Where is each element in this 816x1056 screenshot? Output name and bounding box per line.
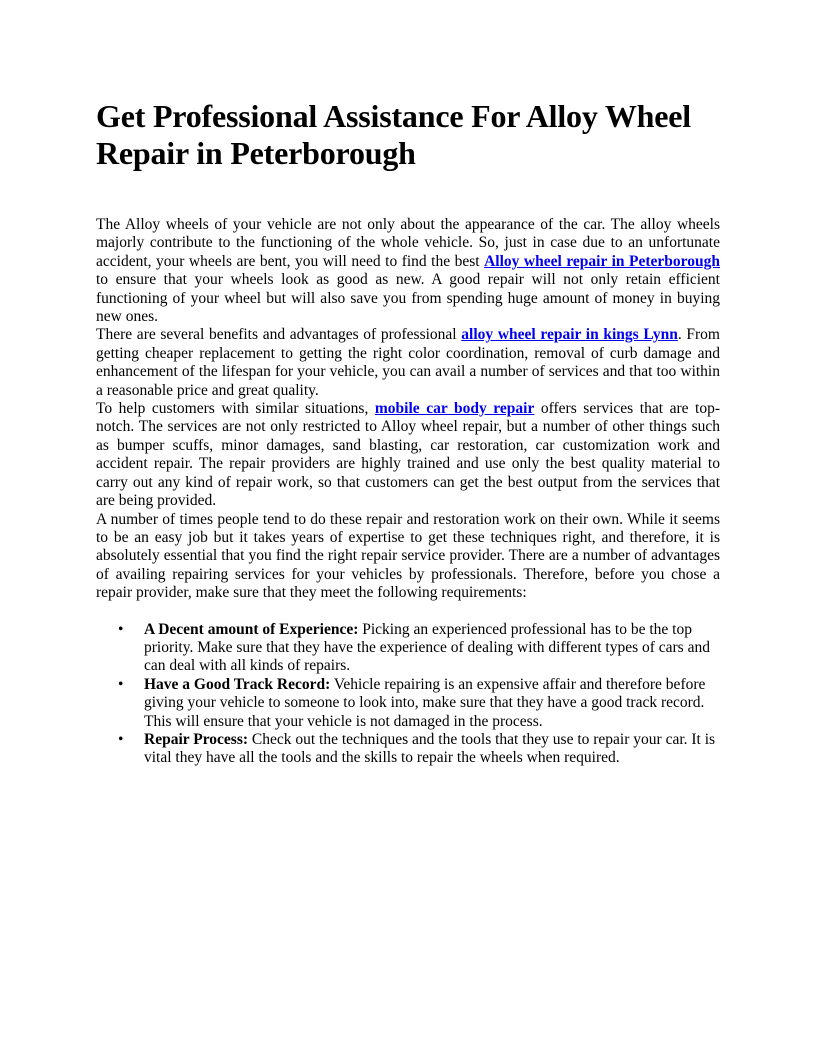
document-page — [96, 98, 720, 768]
requirement-text: Check out the techniques and the tools that they use to repair your car. It is vital they have all the tools and the skills to repair the wheels when required. — [144, 730, 716, 767]
link-alloy-wheel-repair-kings-lynn[interactable]: alloy wheel repair in kings Lynn — [461, 326, 678, 344]
list-item — [96, 676, 720, 731]
bullet-icon: • — [118, 730, 124, 748]
link-alloy-wheel-repair-peterborough[interactable]: Alloy wheel repair in Peterborough — [484, 252, 720, 270]
list-item — [96, 621, 720, 676]
paragraph-text: There are several benefits and advantages of professional — [96, 326, 462, 344]
requirements-list — [96, 621, 720, 768]
requirement-label: A Decent amount of Experience: — [144, 620, 359, 638]
paragraph-services — [96, 400, 720, 510]
link-mobile-car-body-repair[interactable]: mobile car body repair — [374, 400, 535, 418]
list-item — [96, 731, 720, 768]
paragraph-text: offers services that are top-notch. The services are not only restricted to Alloy wheel repair, but a number of other things such as bumper scuffs, minor damages, sand blasting, car restoration, car customization work and accident repair. The repair providers are highly trained and use only the best quality material to carry out any kind of repair work, so that customers can get the best output from the services that are being provided. — [96, 400, 721, 510]
paragraph-intro — [96, 216, 720, 326]
requirement-label: Repair Process: — [144, 730, 249, 748]
paragraph-requirements-intro: A number of times people tend to do these repair and restoration work on their own. While it seems to be an easy job but it takes years of expertise to get these techniques right, and therefore, it is absolutely essential that you find the right repair service provider. There are a number of advantages of availing repairing services for your vehicles by professionals. Therefore, before you chose a repair provider, make sure that they meet the following requirements: — [96, 510, 720, 602]
paragraph-text: To help customers with similar situations, — [96, 400, 375, 418]
bullet-icon: • — [118, 620, 124, 638]
requirement-text: Vehicle repairing is an expensive affair and therefore before giving your vehicle to someone to look into, make sure that they have a good track record. This will ensure that your vehicle is not damaged in the process. — [144, 675, 706, 730]
paragraph-text: to ensure that your wheels look as good as new. A good repair will not only retain efficient functioning of your wheel but will also save you from spending huge amount of money in buying new ones. — [96, 271, 720, 326]
requirement-label: Have a Good Track Record: — [144, 675, 331, 693]
paragraph-text: . From getting cheaper replacement to getting the right color coordination, removal of curb damage and enhancement of the lifespan for your vehicle, you can avail a number of services and that too within a reasonable price and great quality. — [96, 326, 720, 399]
requirement-text: Picking an experienced professional has to be the top priority. Make sure that they have the experience of dealing with different types of cars and can deal with all kinds of repairs. — [144, 620, 710, 675]
article-body — [96, 216, 720, 603]
paragraph-text: The Alloy wheels of your vehicle are not only about the appearance of the car. The alloy wheels majorly contribute to the functioning of the whole vehicle. So, just in case due to an unfortunate accident, your wheels are bent, you will need to find the best — [96, 216, 720, 270]
paragraph-benefits — [96, 326, 720, 400]
bullet-icon: • — [118, 675, 124, 693]
page-title: Get Professional Assistance For Alloy Wheel Repair in Peterborough — [96, 98, 691, 171]
